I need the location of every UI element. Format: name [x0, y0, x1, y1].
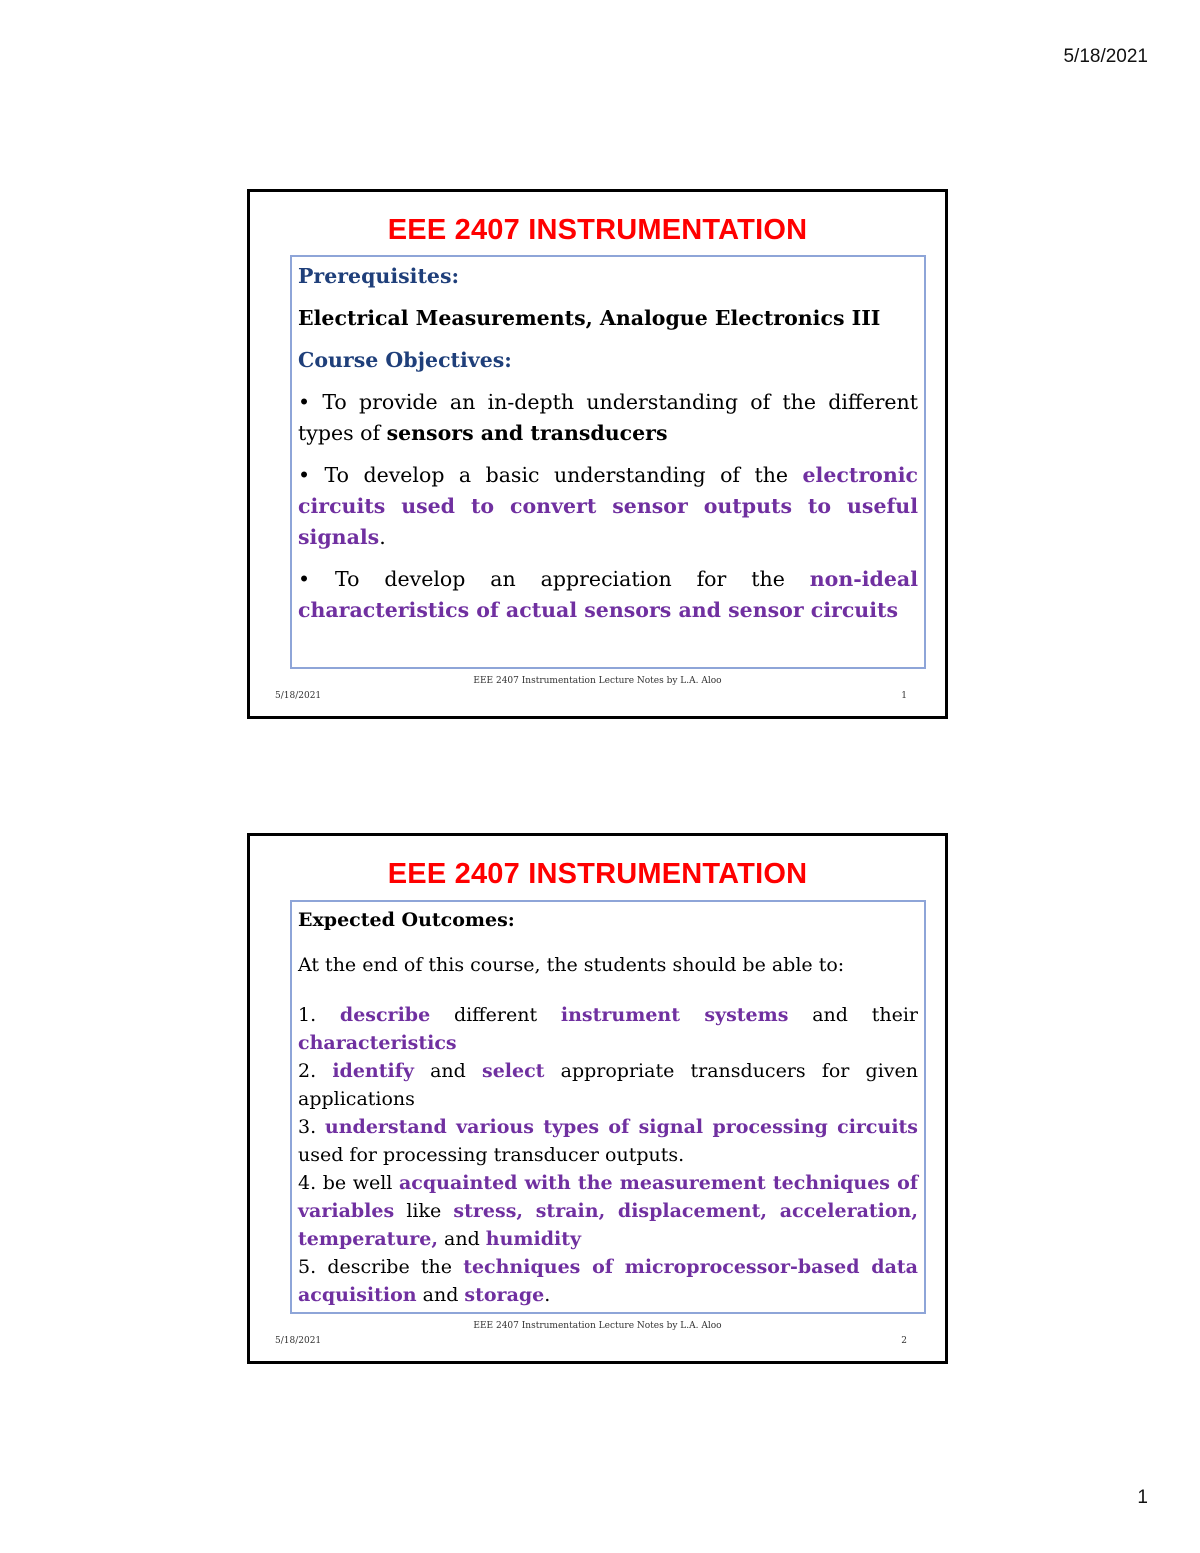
- outcome-1: [298, 1001, 918, 1057]
- slide-footer-title: EEE 2407 Instrumentation Lecture Notes by L.A. Aloo: [473, 1321, 722, 1331]
- outcome-3-highlight: understand various types of signal processing circuits: [324, 1116, 919, 1138]
- slide-footer-date: 5/18/2021: [275, 1336, 322, 1346]
- objectives-heading: Course Objectives:: [298, 348, 512, 372]
- slide-footer-title: EEE 2407 Instrumentation Lecture Notes by L.A. Aloo: [473, 676, 722, 686]
- outcome-2-number: 2.: [298, 1060, 317, 1082]
- objective-1: [298, 387, 918, 449]
- objective-2-tail: .: [379, 525, 386, 549]
- page-number: 1: [1137, 1487, 1148, 1508]
- objective-2-plain: • To develop a basic understanding of the: [298, 463, 803, 487]
- content-box: [290, 255, 926, 669]
- outcome-5-text-a: describe the: [316, 1256, 464, 1278]
- slide-title: EEE 2407 INSTRUMENTATION: [387, 858, 808, 890]
- objective-2-highlight: electronic circuits used to convert sensor outputs to useful signals: [298, 463, 918, 549]
- outcome-4-text-a: be well: [316, 1172, 399, 1194]
- outcome-5-text-b: and: [416, 1284, 465, 1306]
- outcomes-intro: At the end of this course, the students should be able to:: [298, 954, 845, 976]
- outcome-5-tail: .: [544, 1284, 551, 1306]
- outcome-5-storage: storage: [464, 1284, 545, 1306]
- outcome-4-humidity: humidity: [485, 1228, 582, 1250]
- outcome-2: [298, 1057, 918, 1113]
- objective-1-bold: sensors and transducers: [386, 421, 668, 445]
- objective-3-highlight: non-ideal characteristics of actual sensors and sensor circuits: [298, 567, 918, 622]
- outcome-4-highlight-a: acquainted with the measurement techniques of variables: [298, 1172, 918, 1222]
- objective-1-plain: types of: [298, 421, 387, 445]
- slide-2: [247, 833, 948, 1364]
- outcome-5-number: 5.: [298, 1256, 317, 1278]
- outcome-1-text-a: different: [430, 1004, 561, 1026]
- outcome-4-highlight-b: stress, strain, displacement, acceleration, temperature,: [298, 1200, 918, 1250]
- slide-footer-date: 5/18/2021: [275, 691, 322, 701]
- outcome-4-text-c: and: [437, 1228, 486, 1250]
- outcome-1-characteristics: characteristics: [298, 1032, 457, 1054]
- outcome-1-text-b: and their: [788, 1004, 918, 1026]
- prerequisites-text: Electrical Measurements, Analogue Electronics III: [298, 306, 881, 330]
- outcome-5-highlight: techniques of microprocessor-based data acquisition: [298, 1256, 918, 1306]
- outcome-2-identify: identify: [332, 1060, 414, 1082]
- slide-footer-number: 1: [901, 691, 907, 701]
- slide-title: EEE 2407 INSTRUMENTATION: [387, 214, 808, 246]
- outcome-3-text: used for processing transducer outputs.: [298, 1144, 685, 1166]
- outcome-3: [298, 1113, 918, 1169]
- outcome-1-instrument-systems: instrument systems: [560, 1004, 789, 1026]
- objective-2: [298, 460, 918, 553]
- outcome-3-number: 3.: [298, 1116, 317, 1138]
- outcomes-heading: Expected Outcomes:: [298, 909, 515, 931]
- page-date: 5/18/2021: [1063, 46, 1148, 67]
- outcome-2-select: select: [482, 1060, 545, 1082]
- outcome-4-number: 4.: [298, 1172, 317, 1194]
- outcome-2-text-a: and: [413, 1060, 483, 1082]
- slide-footer-number: 2: [901, 1336, 907, 1346]
- outcome-1-number: 1.: [298, 1004, 317, 1026]
- outcome-4-text-b: like: [394, 1200, 454, 1222]
- prerequisites-heading: Prerequisites:: [298, 264, 460, 288]
- outcome-2-text-b: appropriate transducers for given applications: [298, 1060, 918, 1110]
- outcome-5: [298, 1253, 918, 1309]
- outcome-1-describe: describe: [339, 1004, 431, 1026]
- objective-1-line-1: • To provide an in-depth understanding of the different: [298, 390, 918, 414]
- content-box: [290, 900, 926, 1314]
- objective-1-line-2: [298, 418, 918, 449]
- objective-3: [298, 564, 918, 626]
- outcome-4: [298, 1169, 918, 1253]
- objective-3-plain: • To develop an appreciation for the: [298, 567, 810, 591]
- slide-1: [247, 189, 948, 719]
